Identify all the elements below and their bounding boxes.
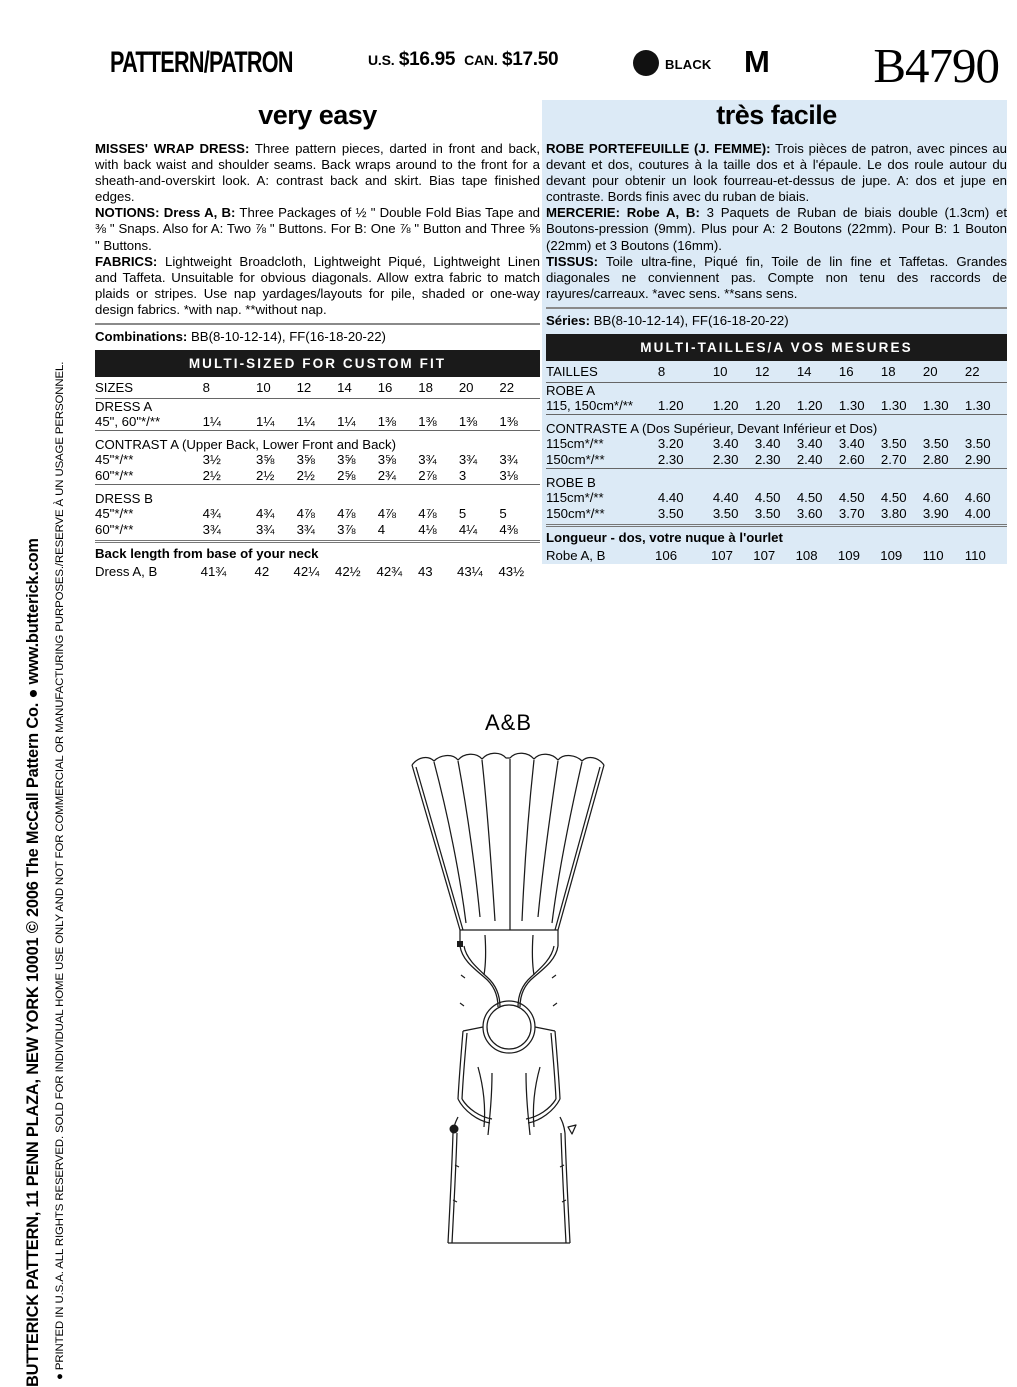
- yardage-cell: 1¼: [256, 414, 275, 430]
- combinations-label-fr: Séries:: [546, 312, 590, 328]
- group-title: CONTRAST A (Upper Back, Lower Front and Back): [95, 436, 396, 452]
- back-length-cell: 107: [753, 548, 776, 564]
- yardage-table-en: [95, 380, 540, 537]
- price-us-value: $16.95: [398, 49, 456, 70]
- yardage-cell: 1.20: [754, 398, 781, 414]
- yardage-cell: 2⅝: [337, 468, 356, 483]
- yardage-cell: 3⅝: [256, 452, 275, 468]
- price-block: [368, 49, 558, 71]
- back-length-cell: 110: [922, 548, 944, 564]
- yardage-cell: 3¾: [418, 452, 437, 468]
- yardage-cell: 4⅛: [418, 521, 437, 537]
- back-length-title-en: Back length from base of your neck: [95, 546, 319, 562]
- french-column: [542, 100, 1007, 564]
- group-title: DRESS A: [95, 398, 153, 414]
- english-column: [95, 100, 540, 580]
- yardage-cell: 2.30: [657, 451, 684, 467]
- table-row: [95, 452, 540, 468]
- yardage-cell: 5: [458, 506, 467, 522]
- yardage-cell: 1.20: [712, 398, 739, 414]
- description-en: [95, 141, 540, 318]
- table-row: [95, 522, 540, 538]
- back-length-cell: 43¼: [456, 564, 483, 580]
- size-header-cell: 20: [458, 380, 474, 396]
- combinations-value-en: BB(8-10-12-14), FF(16-18-20-22): [187, 329, 386, 345]
- row-label: 150cm*/**: [546, 505, 605, 521]
- combinations-en: [95, 323, 540, 345]
- color-swatch-icon: [633, 50, 659, 76]
- yardage-cell: 4¼: [458, 521, 478, 537]
- yardage-cell: 2½: [296, 468, 315, 483]
- notions-desc-fr: 3 Paquets de Ruban de biais double (1.3cm) et Boutons-pression (9mm). Plus pour A: 2 Boutons (22mm). Pour B: 1 Bouton (22mm) et 3 Boutons (16mm).: [546, 205, 1007, 253]
- yardage-cell: 3.40: [754, 436, 781, 452]
- group-title-row: [95, 491, 540, 507]
- size-header-cell: 14: [337, 380, 352, 396]
- yardage-cell: 2⅞: [418, 468, 437, 483]
- yardage-cell: 4.50: [796, 490, 823, 506]
- combinations-value-fr: BB(8-10-12-14), FF(16-18-20-22): [590, 312, 789, 328]
- garment-title-en: MISSES' WRAP DRESS:: [95, 141, 250, 156]
- yardage-cell: 2.30: [712, 451, 739, 467]
- back-length-cell: 42¾: [376, 564, 403, 580]
- group-title-row: [95, 437, 540, 453]
- table-row: [95, 414, 540, 430]
- yardage-cell: 2.40: [796, 451, 823, 467]
- yardage-cell: 4⅞: [337, 506, 356, 522]
- back-length-cell: 43½: [498, 564, 525, 580]
- yardage-cell: 4.40: [657, 490, 684, 506]
- size-header-cell: 22: [964, 363, 980, 379]
- size-header-cell: 8: [202, 380, 210, 396]
- envelope-header: [0, 18, 1017, 93]
- yardage-cell: 3⅝: [377, 452, 397, 468]
- yardage-cell: 3⅞: [337, 521, 356, 537]
- price-us-label: U.S.: [368, 52, 395, 68]
- size-header-cell: 16: [377, 380, 393, 396]
- row-label: 115cm*/**: [546, 490, 604, 506]
- difficulty-label-en: very easy: [258, 100, 377, 130]
- back-length-body-en: [95, 564, 540, 580]
- sizes-header-row: [95, 380, 540, 398]
- yardage-cell: 1⅜: [418, 414, 437, 430]
- back-length-cell: 106: [655, 548, 678, 564]
- row-label: 60"*/**: [95, 521, 134, 537]
- yardage-cell: 3.50: [754, 505, 781, 521]
- group-title: ROBE B: [546, 474, 596, 490]
- size-header-cell: 12: [754, 363, 770, 379]
- yardage-cell: 3.90: [922, 505, 949, 521]
- yardage-cell: 4.50: [838, 490, 865, 506]
- yardage-cell: 1⅜: [499, 414, 518, 430]
- marker-square-icon: [457, 941, 463, 947]
- yardage-cell: 4⅞: [377, 506, 397, 522]
- row-label: 115cm*/**: [546, 436, 604, 452]
- table-banner-en: MULTI-SIZED FOR CUSTOM FIT: [95, 350, 540, 377]
- notions-desc-en: Three Packages of ½ " Double Fold Bias Tape and ⅜ " Snaps. Also for A: Two ⅞ " Buttons. For B: One ⅞ " Button and Three ⅝ " Buttons.: [95, 205, 540, 253]
- yardage-cell: 4.50: [754, 490, 781, 506]
- table-row: [95, 468, 540, 484]
- size-letter: M: [744, 44, 770, 79]
- yardage-cell: 1¼: [202, 414, 221, 430]
- group-title-row: [546, 475, 1007, 491]
- yardage-cell: 3¾: [458, 452, 478, 468]
- yardage-cell: 3.50: [964, 436, 991, 452]
- back-length-cell: 42½: [335, 564, 361, 580]
- size-header-cell: 22: [499, 380, 515, 396]
- pattern-number: B4790: [873, 38, 999, 93]
- table-row: [546, 452, 1007, 468]
- size-header-cell: 18: [418, 380, 433, 396]
- yardage-cell: 2¾: [377, 468, 397, 483]
- table-row: [546, 506, 1007, 522]
- yardage-cell: 4: [377, 521, 386, 537]
- size-header-cell: 18: [880, 363, 896, 379]
- yardage-cell: 3.60: [796, 505, 823, 521]
- yardage-cell: 3.50: [880, 436, 907, 452]
- fabrics-label-fr: TISSUS:: [546, 253, 599, 269]
- yardage-cell: 3¾: [499, 452, 518, 468]
- yardage-cell: 3.80: [880, 505, 907, 521]
- yardage-cell: 4.60: [964, 490, 991, 506]
- back-length-cell: 42¼: [293, 564, 320, 580]
- yardage-cell: 3.50: [712, 505, 739, 521]
- yardage-cell: 5: [499, 506, 507, 522]
- size-header-cell: 16: [838, 363, 854, 379]
- color-name: BLACK: [665, 57, 712, 72]
- yardage-cell: 4⅞: [418, 506, 437, 522]
- legal-side-text: ● PRINTED IN U.S.A. ALL RIGHTS RESERVED. SOLD FOR INDIVIDUAL HOME USE ONLY AND NOT FOR COMMERCIAL OR MANUFACTURING PURPOSES./RESERVE À UN USAGE PERSONNEL.: [54, 361, 66, 1380]
- yardage-cell: 3.50: [922, 436, 949, 452]
- yardage-cell: 4.60: [922, 490, 949, 506]
- size-header-cell: 8: [657, 363, 666, 379]
- yardage-cell: 1⅜: [377, 414, 397, 430]
- garment-desc-fr: Trois pièces de patron, avec pinces au devant et dos, coutures à la taille dos et à l'épaule. Le dos roule autour du devant pour obtenir un look fourreau-et-dessus de jupe. A: dos et jupe en contraste. Bords finis avec du ruban de biais.: [546, 141, 1007, 205]
- combinations-fr: [546, 307, 1007, 329]
- yardage-cell: 2.90: [964, 451, 991, 467]
- back-length-body-fr: [546, 548, 1007, 564]
- yardage-cell: 2.80: [922, 451, 949, 467]
- back-length-label: Robe A, B: [546, 548, 606, 564]
- back-length-cell: 108: [795, 548, 818, 564]
- yardage-cell: 4.50: [880, 490, 907, 506]
- group-title: CONTRASTE A (Dos Supérieur, Devant Inférieur et Dos): [546, 420, 878, 436]
- yardage-cell: 1.30: [880, 398, 907, 414]
- back-length-table-en: [95, 564, 540, 580]
- group-title: ROBE A: [546, 382, 596, 398]
- yardage-table-body-fr: [546, 364, 1007, 521]
- yardage-cell: 1.20: [796, 398, 823, 414]
- yardage-cell: 4⅞: [296, 506, 315, 522]
- row-label: 45"*/**: [95, 506, 134, 522]
- size-header-cell: 12: [296, 380, 312, 396]
- yardage-cell: 1.30: [922, 398, 949, 414]
- back-length-cell: 42: [254, 564, 270, 580]
- yardage-cell: 3.40: [796, 436, 823, 452]
- group-title-row: [546, 382, 1007, 398]
- garment-title-fr: ROBE PORTEFEUILLE (J. FEMME):: [546, 141, 771, 156]
- size-header-cell: 20: [922, 363, 938, 379]
- back-length-row: [95, 564, 540, 580]
- marker-dot-icon: [450, 1125, 459, 1134]
- size-header-cell: 10: [712, 363, 728, 379]
- row-label: 60"*/**: [95, 468, 134, 483]
- yardage-cell: 4¾: [202, 506, 221, 522]
- difficulty-label-fr: très facile: [716, 100, 837, 130]
- yardage-cell: 2½: [256, 468, 275, 483]
- illustration-label: A&B: [484, 710, 533, 735]
- fabrics-desc-fr: Toile ultra-fine, Piqué fin, Toile de lin fine et Taffetas. Grandes diagonales ne conviennent pas. Compte non tenu des raccords de rayures/carreaux. *avec sens. **sans sens.: [546, 253, 1007, 301]
- back-length-cell: 109: [837, 548, 860, 564]
- yardage-cell: 1⅜: [458, 414, 478, 430]
- table-row: [546, 436, 1007, 452]
- sizes-header-row: [546, 364, 1007, 382]
- yardage-cell: 2.70: [880, 451, 907, 467]
- price-can-label: CAN.: [464, 52, 498, 68]
- row-label: 115, 150cm*/**: [546, 398, 633, 414]
- yardage-table-fr: [546, 364, 1007, 521]
- sizes-label: TAILLES: [546, 363, 598, 379]
- table-banner-fr: MULTI-TAILLES/A VOS MESURES: [546, 334, 1007, 361]
- back-length-cell: 109: [880, 548, 903, 564]
- yardage-cell: 2.30: [754, 451, 781, 467]
- yardage-cell: 3⅝: [337, 452, 356, 468]
- yardage-cell: 3⅝: [296, 452, 315, 468]
- back-length-cell: 110: [964, 548, 986, 564]
- back-length-cell: 107: [710, 548, 733, 564]
- notions-label-en: NOTIONS: Dress A, B:: [95, 205, 236, 221]
- size-header-cell: 10: [256, 380, 271, 396]
- yardage-cell: 3¾: [256, 521, 275, 537]
- yardage-cell: 4⅜: [499, 521, 518, 537]
- row-label: 150cm*/**: [546, 451, 605, 467]
- brand-logo: PATTERN/PATRON: [110, 46, 293, 79]
- yardage-cell: 1.30: [964, 398, 991, 414]
- size-header-cell: 14: [796, 363, 812, 379]
- yardage-cell: 1¼: [296, 414, 315, 430]
- yardage-cell: 1.30: [838, 398, 865, 414]
- yardage-cell: 3: [458, 468, 467, 483]
- yardage-cell: 4.00: [964, 505, 991, 521]
- group-title: DRESS B: [95, 490, 153, 506]
- notions-label-fr: MERCERIE: Robe A, B:: [546, 205, 700, 221]
- yardage-cell: 3.70: [838, 505, 865, 521]
- group-title-row: [546, 421, 1007, 437]
- sizes-label: SIZES: [95, 380, 134, 396]
- table-row: [546, 398, 1007, 414]
- yardage-table-body-en: [95, 380, 540, 537]
- row-label: 45"*/**: [95, 452, 134, 468]
- yardage-cell: 2.60: [838, 451, 865, 467]
- yardage-cell: 3.20: [657, 436, 684, 452]
- yardage-cell: 1.20: [657, 398, 684, 414]
- group-title-row: [95, 398, 540, 414]
- back-length-title-fr: Longueur - dos, votre nuque à l'ourlet: [546, 530, 783, 546]
- back-length-row: [546, 548, 1007, 564]
- company-side-text: BUTTERICK PATTERN, 11 PENN PLAZA, NEW YORK 10001 © 2006 The McCall Pattern Co. ● www.butterick.com: [24, 538, 42, 1387]
- yardage-cell: 3¾: [296, 521, 315, 537]
- garment-desc-en: Three pattern pieces, darted in front and back, with back waist and shoulder seams. Back wraps around to the front for a sheath-and-overskirt look. A: contrast back and skirt. Bias tape finished edges.: [95, 141, 540, 205]
- back-length-cell: 41¾: [200, 564, 227, 580]
- yardage-cell: 4¾: [256, 506, 275, 522]
- yardage-cell: 1¼: [337, 414, 356, 430]
- fabrics-desc-en: Lightweight Broadcloth, Lightweight Piqué, Lightweight Linen and Taffeta. Unsuitable for obvious diagonals. Allow extra fabric to match plaids or stripes. Use nap yardages/layouts for pile, shaded or one-way design fabrics. *with nap. **without nap.: [95, 253, 540, 317]
- table-row: [546, 490, 1007, 506]
- yardage-cell: 3.40: [712, 436, 739, 452]
- yardage-cell: 4.40: [712, 490, 739, 506]
- yardage-cell: 3½: [202, 452, 221, 468]
- row-label: 45", 60"*/**: [95, 414, 161, 430]
- table-row: [95, 506, 540, 522]
- yardage-cell: 2½: [202, 468, 221, 483]
- dress-back-line-drawing: [400, 745, 620, 1265]
- yardage-cell: 3.40: [838, 436, 865, 452]
- fabrics-label-en: FABRICS:: [95, 253, 158, 269]
- price-can-value: $17.50: [501, 49, 559, 70]
- back-length-label: Dress A, B: [95, 564, 158, 580]
- yardage-cell: 3.50: [657, 505, 684, 521]
- combinations-label-en: Combinations:: [95, 329, 188, 345]
- description-fr: [546, 141, 1007, 302]
- back-length-cell: 43: [417, 564, 433, 580]
- yardage-cell: 3¾: [202, 521, 221, 537]
- yardage-cell: 3⅛: [499, 468, 518, 483]
- back-length-table-fr: [546, 548, 1007, 564]
